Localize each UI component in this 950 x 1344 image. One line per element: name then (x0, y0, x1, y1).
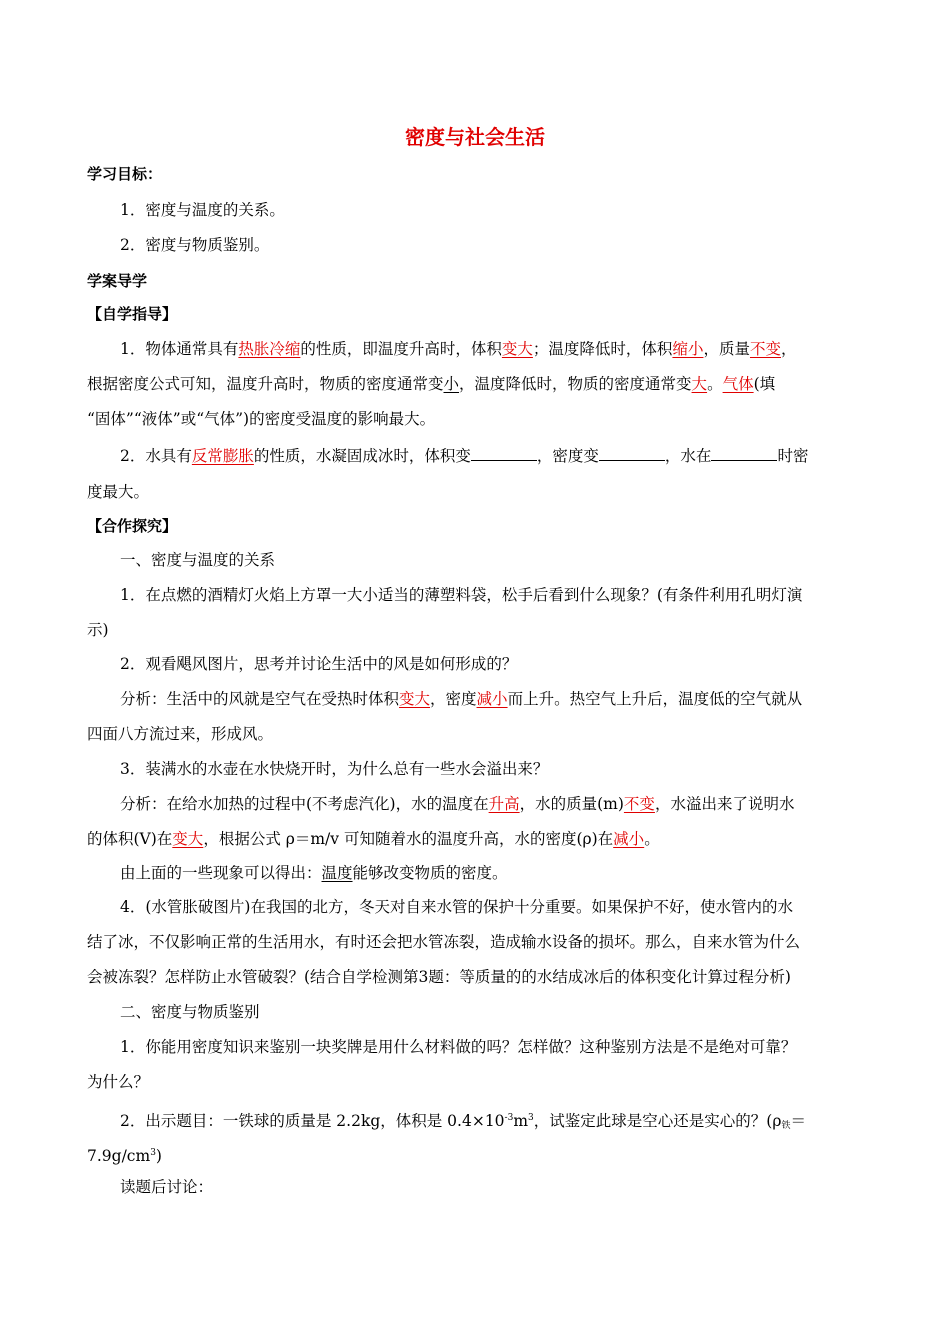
self-study-p1-line1 (120, 338, 900, 360)
question-4-line3: 会被冻裂？怎样防止水管破裂？(结合自学检测第3题：等质量的的水结成冰后的体积变化计算过程分析) (87, 968, 791, 986)
text: 由上面的一些现象可以得出： (120, 864, 322, 882)
text: 2．水具有 (120, 447, 192, 465)
answer-text: 气体 (722, 375, 754, 393)
question-6-line1 (120, 1107, 900, 1137)
text: ，温度降低时，物质的密度通常变 (459, 375, 692, 393)
discuss-prompt: 读题后讨论： (120, 1178, 214, 1196)
text: 而上升。热空气上升后，温度低的空气就从 (507, 690, 803, 708)
superscript: 3 (528, 1113, 534, 1123)
text: m (513, 1112, 529, 1130)
analysis-2-line2: 四面八方流过来，形成风。 (87, 725, 274, 743)
text: ＝ (790, 1112, 806, 1130)
text: 的性质，水凝固成冰时，体积变 (253, 447, 471, 465)
question-4-line1: 4．(水管胀破图片)在我国的北方，冬天对自来水管的保护十分重要。如果保护不好，使水管内的水 (120, 898, 793, 916)
answer-text: 变大 (399, 690, 431, 708)
fill-blank (599, 446, 665, 461)
answer-text: 不变 (623, 795, 655, 813)
text: ，根据公式 ρ＝m/v 可知随着水的温度升高，水的密度(ρ)在 (203, 830, 614, 848)
answer-text: 变大 (172, 830, 204, 848)
text: ， (780, 340, 797, 358)
self-study-p2-line1 (120, 445, 900, 467)
self-study-heading: 【自学指导】 (87, 305, 178, 323)
text: (填 (753, 375, 776, 393)
analysis-2-line1 (120, 688, 900, 710)
text: ，密度变 (536, 447, 599, 465)
text: 时密 (777, 447, 809, 465)
analysis-3-line2 (87, 828, 867, 850)
underlined-text: 温度 (321, 864, 353, 882)
answer-text: 不变 (749, 340, 781, 358)
objective-item: 2．密度与物质鉴别。 (120, 236, 270, 254)
answer-text: 热胀冷缩 (238, 340, 301, 358)
conclusion (120, 862, 900, 884)
question-1-line1: 1．在点燃的酒精灯火焰上方罩一大小适当的薄塑料袋，松手后看到什么现象？(有条件利用孔明灯演 (120, 586, 803, 604)
superscript: 3 (150, 1148, 156, 1158)
objectives-heading: 学习目标： (87, 165, 163, 183)
text: ，试鉴定此球是空心还是实心的？(ρ (533, 1112, 782, 1130)
text: 分析：生活中的风就是空气在受热时体积 (120, 690, 400, 708)
text: 的性质，即温度升高时，体积 (300, 340, 502, 358)
superscript: -3 (504, 1113, 514, 1123)
text: 。 (644, 830, 660, 848)
section-heading: 一、密度与温度的关系 (120, 551, 276, 569)
text: ，水的质量(m) (519, 795, 624, 813)
page-title: 密度与社会生活 (405, 125, 545, 149)
text: 分析：在给水加热的过程中(不考虑汽化)，水的温度在 (120, 795, 489, 813)
objective-item: 1．密度与温度的关系。 (120, 201, 285, 219)
fill-blank (711, 446, 777, 461)
guide-heading: 学案导学 (87, 272, 148, 290)
text: 根据密度公式可知，温度升高时，物质的密度通常变 (87, 375, 444, 393)
text: ，质量 (703, 340, 750, 358)
answer-text: 减小 (613, 830, 645, 848)
text: 2．出示题目：一铁球的质量是 2.2kg，体积是 0.4×10 (120, 1112, 505, 1130)
self-study-p1-line3: “固体”“液体”或“气体”)的密度受温度的影响最大。 (87, 410, 436, 428)
subscript: 铁 (781, 1121, 791, 1131)
answer-text: 变大 (501, 340, 533, 358)
answer-text: 升高 (488, 795, 520, 813)
text: 。 (707, 375, 723, 393)
self-study-p2-line2: 度最大。 (87, 483, 150, 501)
text: 7.9g/cm (87, 1147, 151, 1165)
answer-text: 减小 (476, 690, 508, 708)
text: ，水在 (664, 447, 712, 465)
question-3: 3．装满水的水壶在水快烧开时，为什么总有一些水会溢出来？ (120, 760, 549, 778)
fill-blank (471, 446, 537, 461)
question-4-line2: 结了冰，不仅影响正常的生活用水，有时还会把水管冻裂，造成输水设备的损坏。那么，自来水管为什么 (87, 933, 801, 951)
question-1-line2: 示) (87, 621, 109, 639)
underlined-text: 小 (443, 375, 460, 393)
text: ；温度降低时，体积 (532, 340, 673, 358)
text: ，水溢出来了说明水 (654, 795, 795, 813)
question-5-line2: 为什么？ (87, 1073, 150, 1091)
analysis-3-line1 (120, 793, 900, 815)
question-5-line1: 1．你能用密度知识来鉴别一块奖牌是用什么材料做的吗？怎样做？这种鉴别方法是不是绝对可靠？ (120, 1038, 797, 1056)
text: 的体积(V)在 (87, 830, 173, 848)
answer-text: 缩小 (672, 340, 704, 358)
answer-text: 反常膨胀 (191, 447, 254, 465)
section-heading: 二、密度与物质鉴别 (120, 1003, 260, 1021)
answer-text: 大 (691, 375, 708, 393)
text: 能够改变物质的密度。 (352, 864, 508, 882)
text: ，密度 (430, 690, 477, 708)
cooperate-heading: 【合作探究】 (87, 517, 178, 535)
self-study-p1-line2 (87, 373, 867, 395)
question-6-line2 (87, 1142, 867, 1167)
question-2: 2．观看飓风图片，思考并讨论生活中的风是如何形成的？ (120, 655, 518, 673)
text: 1．物体通常具有 (120, 340, 239, 358)
text: ) (155, 1147, 162, 1165)
